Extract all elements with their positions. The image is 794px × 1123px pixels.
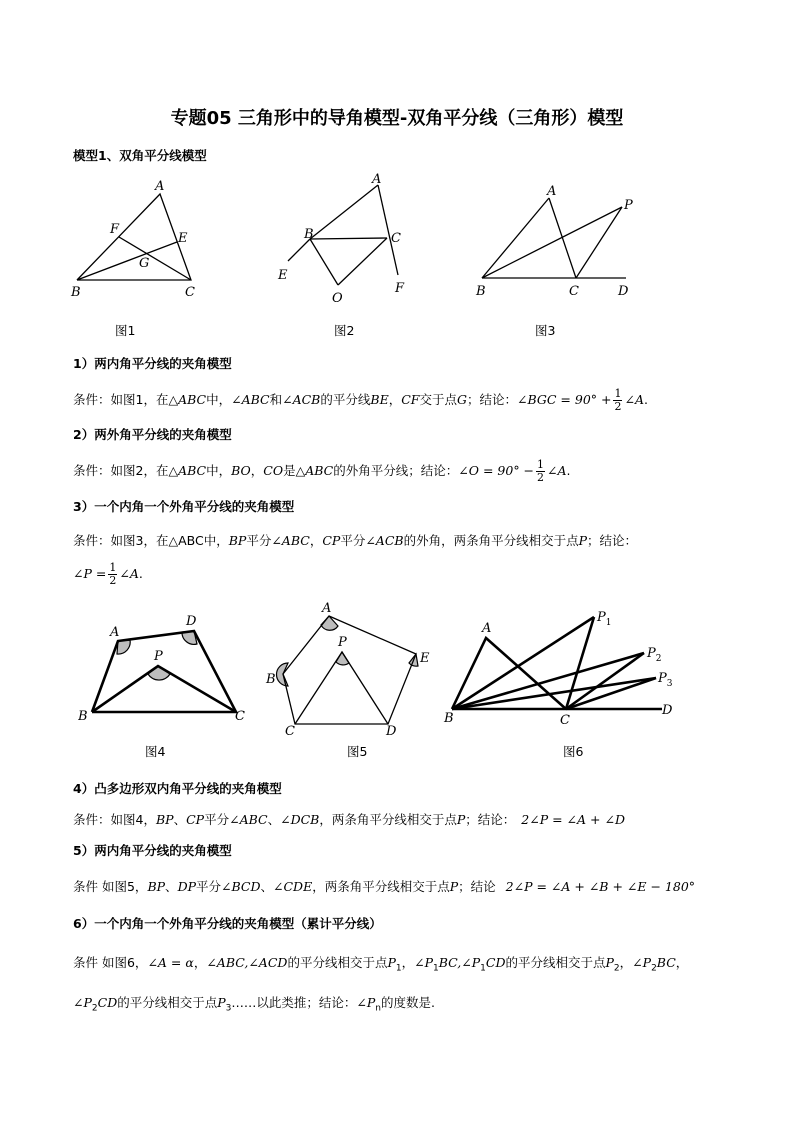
sec4-text: ；结论： <box>465 812 516 827</box>
sec1-conclusion: ∠BGC = 90° + <box>517 392 612 407</box>
sec6-paragraph-line1 <box>73 953 688 974</box>
fig6-p2-sub: 2 <box>655 654 662 664</box>
sec3-heading: 3）一个内角一个外角平分线的夹角模型 <box>73 499 295 514</box>
fig5-label-p: P <box>338 635 347 650</box>
fraction-numerator: 1 <box>614 387 622 400</box>
sec6-end: . <box>431 995 436 1010</box>
sec6-angle: BC,∠P <box>438 955 481 970</box>
fig1-label-a: A <box>155 180 165 194</box>
fig3-label-d: D <box>618 284 629 299</box>
sec5-segment-bp: BP <box>147 879 166 894</box>
model1-heading: 模型1、双角平分线模型 <box>73 148 207 163</box>
sec5-text: 、 <box>260 879 274 894</box>
sec5-segment-dp: DP <box>177 879 196 894</box>
fig6-label-d: D <box>662 703 673 718</box>
sec6-text: ……以此类推；结论： <box>231 995 357 1010</box>
sec1-text: ；结论： <box>466 392 517 407</box>
figure-6 <box>440 608 680 728</box>
fig2-label-c: C <box>391 231 401 246</box>
fig5-label-b: B <box>266 672 276 687</box>
sec2-end: . <box>566 463 571 478</box>
sec2-conclusion-angle: ∠A <box>547 463 567 478</box>
sec1-point-g: G <box>456 392 467 407</box>
sec3-segment-cp: CP <box>322 533 341 548</box>
sec1-heading: 1）两内角平分线的夹角模型 <box>73 356 232 371</box>
fig6-label-c: C <box>560 713 570 728</box>
sec4-point-p: P <box>456 812 466 827</box>
sec3-text: 的外角，两条角平分线相交于点 <box>403 533 579 548</box>
figure-1 <box>65 180 215 305</box>
sec6-text: ， <box>675 955 689 970</box>
sec5-text: ，两条角平分线相交于点 <box>312 879 450 894</box>
sec1-triangle: △ABC <box>168 392 207 407</box>
sec1-segment-cf: CF <box>401 392 420 407</box>
sec2-paragraph <box>73 459 571 484</box>
sec5-text: 、 <box>165 879 178 894</box>
fig1-label-c: C <box>185 285 195 300</box>
sec2-triangle: △ABC <box>168 463 207 478</box>
sec2-fraction <box>536 459 545 484</box>
sec1-angle-acb: ∠ACB <box>282 392 321 407</box>
fig4-label-a: A <box>110 625 120 640</box>
fig2-label-b: B <box>304 227 314 242</box>
sec2-text: 条件：如图2，在 <box>73 463 169 478</box>
sec2-text: ， <box>250 463 264 478</box>
sec3-segment-bp: BP <box>228 533 247 548</box>
sec6-text: 的度数是 <box>381 995 432 1010</box>
sec6-text: 条件 如图6， <box>73 955 148 970</box>
sec5-heading: 5）两内角平分线的夹角模型 <box>73 843 232 858</box>
fig4-label-b: B <box>78 709 88 724</box>
sec6-angle: ∠P <box>632 955 652 970</box>
sec6-paragraph-line2 <box>73 993 435 1014</box>
sec1-end: . <box>643 392 648 407</box>
figure-5 <box>258 602 438 737</box>
sec1-text: 的平分线 <box>320 392 371 407</box>
sec2-text: 的外角平分线；结论： <box>333 463 459 478</box>
sec3-text: 平分 <box>340 533 366 548</box>
sec1-text: 中， <box>206 392 232 407</box>
fraction-denominator: 2 <box>614 400 622 413</box>
sec3-paragraph-line2 <box>73 562 143 587</box>
figure-3 <box>470 180 640 300</box>
caption-fig6: 图6 <box>563 744 584 759</box>
sec5-text: 平分 <box>196 879 222 894</box>
figure-2 <box>268 170 418 305</box>
fig2-label-e: E <box>278 268 288 283</box>
fig2-label-a: A <box>372 172 382 187</box>
sec6-alpha: ∠A = α <box>147 955 194 970</box>
sec4-angle-abc: ∠ABC <box>229 812 268 827</box>
sec6-sub: 1 <box>433 963 439 974</box>
sec4-angle-dcb: ∠DCB <box>280 812 320 827</box>
sec5-angle-cde: ∠CDE <box>273 879 313 894</box>
sec1-text: ， <box>388 392 402 407</box>
sec6-point-p3: P <box>217 995 226 1010</box>
sec1-angle-abc: ∠ABC <box>231 392 270 407</box>
caption-fig3: 图3 <box>535 323 556 338</box>
sec3-point-p: P <box>578 533 588 548</box>
sec4-text: 平分 <box>204 812 230 827</box>
fig4-label-c: C <box>235 709 245 724</box>
sec4-text: ，两条角平分线相交于点 <box>319 812 457 827</box>
sec4-heading: 4）凸多边形双内角平分线的夹角模型 <box>73 781 282 796</box>
sec2-triangle: △ABC <box>295 463 334 478</box>
sec5-point-p: P <box>449 879 459 894</box>
sec3-text: 条件：如图3，在△ABC中， <box>73 533 229 548</box>
sec5-text: 条件 如图5， <box>73 879 148 894</box>
sec2-conclusion: ∠O = 90° − <box>458 463 535 478</box>
sec3-end: . <box>138 566 143 581</box>
sec5-conclusion: 2∠P = ∠A + ∠B + ∠E − 180° <box>505 879 696 894</box>
fraction-denominator: 2 <box>537 471 545 484</box>
sec5-angle-bcd: ∠BCD <box>221 879 261 894</box>
fig6-label-a: A <box>482 621 492 636</box>
sec2-segment-co: CO <box>263 463 284 478</box>
fig4-label-d: D <box>186 614 197 629</box>
sec5-paragraph <box>73 877 695 895</box>
sec6-sub: 2 <box>91 1003 98 1014</box>
caption-fig1: 图1 <box>115 323 136 338</box>
fraction-numerator: 1 <box>537 458 545 471</box>
sec6-heading: 6）一个内角一个外角平分线的夹角模型（累计平分线） <box>73 916 382 931</box>
fig1-label-b: B <box>71 285 81 300</box>
sec3-text: ， <box>309 533 323 548</box>
sec1-text: 交于点 <box>419 392 457 407</box>
sec6-text: 的平分线相交于点 <box>287 955 388 970</box>
sec6-angle-pn: ∠P <box>356 995 376 1010</box>
sec1-text: 和 <box>269 392 283 407</box>
sec3-text: 平分 <box>246 533 272 548</box>
sec6-sub: n <box>375 1003 382 1014</box>
caption-fig5: 图5 <box>347 744 368 759</box>
figure-4 <box>78 608 258 738</box>
fig6-p3-letter: P <box>658 671 667 686</box>
sec3-angle-acb: ∠ACB <box>365 533 404 548</box>
sec4-text: 条件：如图4， <box>73 812 156 827</box>
sec3-conclusion: ∠P = <box>73 566 107 581</box>
fig1-label-g: G <box>139 256 150 271</box>
sec3-text: ；结论： <box>587 533 638 548</box>
sec3-fraction <box>108 562 117 587</box>
fig6-p3-sub: 3 <box>666 679 673 689</box>
fig1-label-f: F <box>110 222 120 237</box>
sec6-angle: ∠P <box>73 995 92 1010</box>
sec4-paragraph <box>73 810 625 828</box>
sec2-heading: 2）两外角平分线的夹角模型 <box>73 427 232 442</box>
sec6-angle: CD <box>485 955 506 970</box>
sec6-text: ， <box>401 955 415 970</box>
fig6-label-b: B <box>444 711 454 726</box>
sec6-text: 的平分线相交于点 <box>505 955 606 970</box>
fig3-label-p: P <box>624 198 633 213</box>
fig3-label-a: A <box>547 184 557 199</box>
sec4-segment-cp: CP <box>186 812 205 827</box>
sec2-text: 中， <box>206 463 232 478</box>
sec4-text: 、 <box>173 812 187 827</box>
fig4-label-p: P <box>154 649 163 664</box>
fig5-label-d: D <box>386 724 397 737</box>
sec1-fraction <box>613 388 622 413</box>
sec1-paragraph <box>73 388 648 413</box>
fig3-label-b: B <box>476 284 486 299</box>
sec4-conclusion: 2∠P = ∠A + ∠D <box>521 812 625 827</box>
sec3-conclusion-angle: ∠A <box>119 566 139 581</box>
fraction-denominator: 2 <box>109 574 117 587</box>
sec6-text: ， <box>619 955 633 970</box>
fig6-label-p1 <box>596 610 611 628</box>
sec6-angle: CD <box>97 995 118 1010</box>
fig5-label-e: E <box>420 651 430 666</box>
fig6-p1-letter: P <box>597 610 606 625</box>
sec1-segment-be: BE <box>370 392 389 407</box>
sec3-angle-abc: ∠ABC <box>271 533 310 548</box>
sec6-text: 的平分线相交于点 <box>117 995 218 1010</box>
sec6-sub: 2 <box>613 963 620 974</box>
fraction-numerator: 1 <box>109 561 117 574</box>
sec1-conclusion-angle: ∠A <box>624 392 644 407</box>
fig6-label-p2 <box>646 646 661 664</box>
fig6-label-p3 <box>657 671 673 689</box>
fig6-p1-sub: 1 <box>605 618 612 628</box>
sec6-sub: 2 <box>651 963 657 974</box>
fig1-label-e: E <box>178 231 188 246</box>
sec6-sub: 1 <box>395 963 402 974</box>
sec6-angle: BC <box>656 955 676 970</box>
sec6-angles: ∠ABC,∠ACD <box>206 955 288 970</box>
sec6-point-p2: P <box>605 955 614 970</box>
sec3-paragraph-line1 <box>73 531 637 549</box>
sec6-angle: ∠P <box>414 955 434 970</box>
page-title: 专题05 三角形中的导角模型-双角平分线（三角形）模型 <box>170 108 624 129</box>
fig2-label-o: O <box>332 291 343 305</box>
sec4-segment-bp: BP <box>155 812 174 827</box>
fig6-p2-letter: P <box>647 646 656 661</box>
sec6-point-p1: P <box>387 955 396 970</box>
sec4-text: 、 <box>267 812 281 827</box>
caption-fig4: 图4 <box>145 744 166 759</box>
fig3-label-c: C <box>569 284 579 299</box>
fig5-label-c: C <box>285 724 295 737</box>
sec1-text: 条件：如图1，在 <box>73 392 169 407</box>
sec6-sub: 1 <box>480 963 486 974</box>
sec5-text: ；结论 <box>458 879 496 894</box>
sec6-sub: 3 <box>225 1003 232 1014</box>
sec6-text: ， <box>193 955 207 970</box>
sec2-segment-bo: BO <box>231 463 251 478</box>
fig2-label-f: F <box>395 281 405 296</box>
fig5-label-a: A <box>322 602 332 616</box>
caption-fig2: 图2 <box>334 323 355 338</box>
sec2-text: 是 <box>283 463 296 478</box>
